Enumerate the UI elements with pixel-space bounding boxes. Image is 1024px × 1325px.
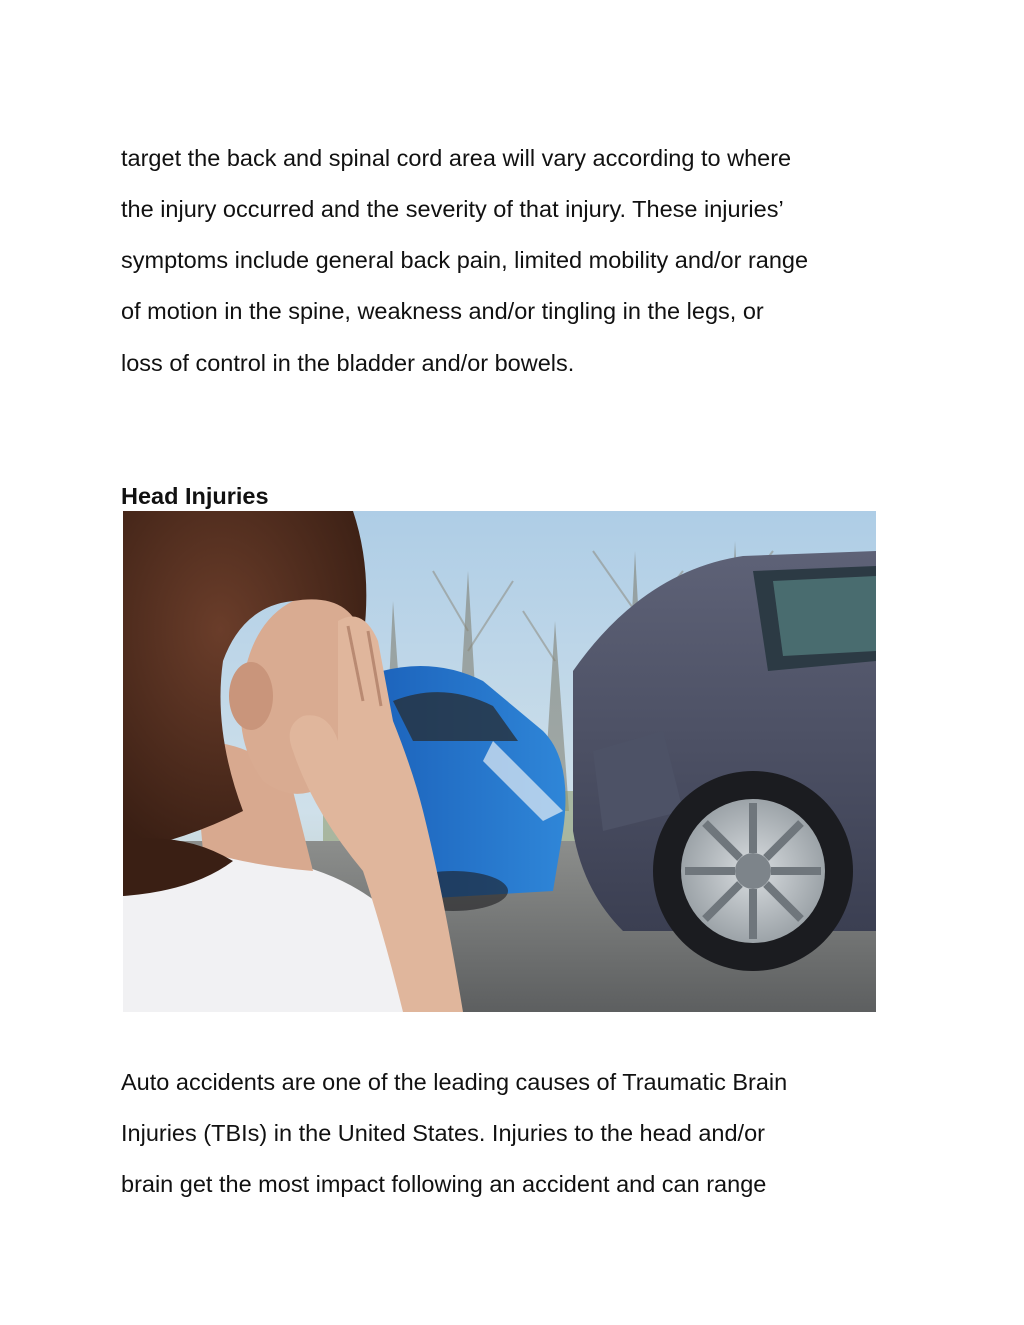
paragraph-line: loss of control in the bladder and/or bowels. xyxy=(121,350,575,376)
paragraph-line: Auto accidents are one of the leading causes of Traumatic Brain xyxy=(121,1069,788,1095)
paragraph-line: target the back and spinal cord area will vary according to where xyxy=(121,145,792,171)
paragraph-line: the injury occurred and the severity of that injury. These injuries’ xyxy=(121,196,784,222)
paragraph-line: of motion in the spine, weakness and/or tingling in the legs, or xyxy=(121,298,764,324)
section-heading: Head Injuries xyxy=(121,483,269,509)
paragraph-line: Injuries (TBIs) in the United States. Injuries to the head and/or xyxy=(121,1120,765,1146)
paragraph-line: brain get the most impact following an accident and can range xyxy=(121,1171,767,1197)
paragraph-line: symptoms include general back pain, limited mobility and/or range xyxy=(121,247,809,273)
car-accident-photo xyxy=(123,511,876,1012)
car-accident-illustration xyxy=(123,511,876,1012)
